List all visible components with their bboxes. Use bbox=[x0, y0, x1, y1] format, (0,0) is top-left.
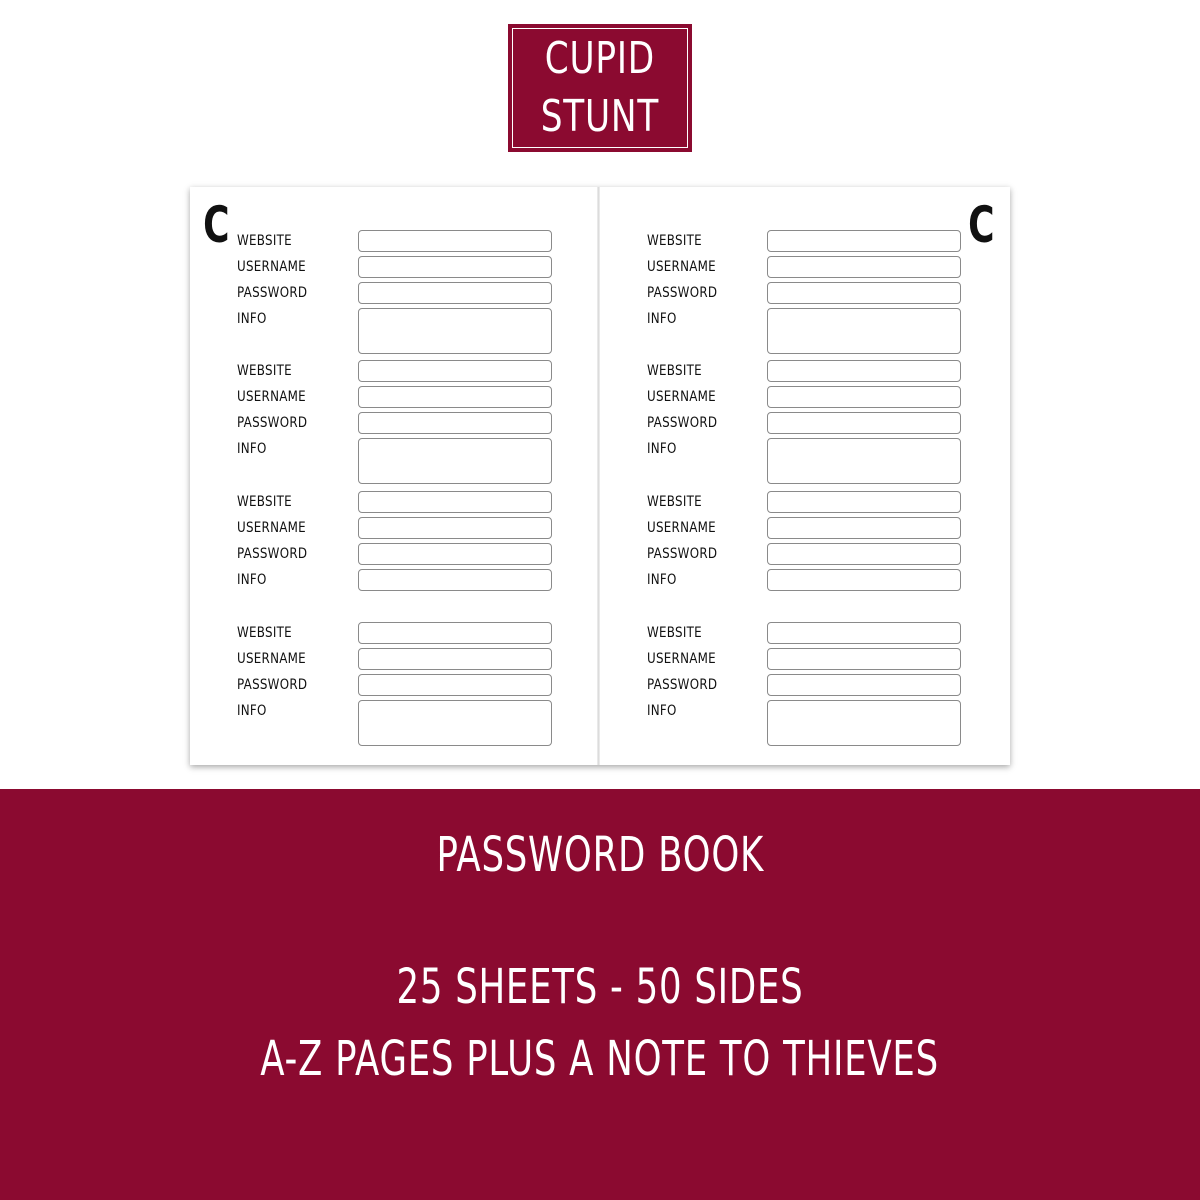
index-letter: C bbox=[968, 196, 995, 254]
brand-line-2: STUNT bbox=[540, 91, 660, 142]
field-label-info: INFO bbox=[647, 441, 677, 457]
field-label-password: PASSWORD bbox=[647, 677, 718, 693]
password-field-box bbox=[358, 674, 552, 696]
info-field-box bbox=[767, 700, 961, 746]
field-label-website: WEBSITE bbox=[647, 363, 702, 379]
brand-line-1: CUPID bbox=[544, 33, 656, 84]
password-book-spread bbox=[190, 187, 1010, 765]
field-label-password: PASSWORD bbox=[237, 677, 308, 693]
info-field-box bbox=[767, 308, 961, 354]
field-label-username: USERNAME bbox=[237, 389, 306, 405]
username-field-box bbox=[767, 256, 961, 278]
field-label-password: PASSWORD bbox=[647, 285, 718, 301]
field-label-username: USERNAME bbox=[237, 520, 306, 536]
info-field-box bbox=[358, 438, 552, 484]
field-label-username: USERNAME bbox=[237, 259, 306, 275]
field-label-username: USERNAME bbox=[237, 651, 306, 667]
website-field-box bbox=[358, 360, 552, 382]
field-label-website: WEBSITE bbox=[237, 625, 292, 641]
website-field-box bbox=[358, 622, 552, 644]
username-field-box bbox=[358, 386, 552, 408]
field-label-info: INFO bbox=[237, 311, 267, 327]
banner-line-2-text: A-Z PAGES PLUS A NOTE TO THIEVES bbox=[260, 1031, 940, 1087]
field-label-info: INFO bbox=[647, 572, 677, 588]
field-label-website: WEBSITE bbox=[647, 494, 702, 510]
brand-name bbox=[541, 30, 659, 146]
password-field-box bbox=[358, 412, 552, 434]
field-label-password: PASSWORD bbox=[647, 415, 718, 431]
info-field-box bbox=[358, 569, 552, 591]
website-field-box bbox=[767, 360, 961, 382]
field-label-website: WEBSITE bbox=[647, 233, 702, 249]
field-label-password: PASSWORD bbox=[237, 546, 308, 562]
username-field-box bbox=[767, 386, 961, 408]
info-banner bbox=[0, 789, 1200, 1200]
banner-line-1 bbox=[0, 959, 1200, 1015]
info-field-box bbox=[767, 438, 961, 484]
field-label-website: WEBSITE bbox=[237, 363, 292, 379]
field-label-website: WEBSITE bbox=[237, 494, 292, 510]
field-label-info: INFO bbox=[647, 703, 677, 719]
field-label-password: PASSWORD bbox=[647, 546, 718, 562]
field-label-password: PASSWORD bbox=[237, 415, 308, 431]
left-page bbox=[190, 187, 600, 765]
username-field-box bbox=[358, 648, 552, 670]
banner-title bbox=[0, 827, 1200, 883]
username-field-box bbox=[767, 648, 961, 670]
website-field-box bbox=[358, 491, 552, 513]
website-field-box bbox=[767, 622, 961, 644]
field-label-info: INFO bbox=[237, 703, 267, 719]
field-label-website: WEBSITE bbox=[237, 233, 292, 249]
website-field-box bbox=[767, 491, 961, 513]
password-field-box bbox=[767, 282, 961, 304]
field-label-username: USERNAME bbox=[647, 259, 716, 275]
banner-line-2 bbox=[0, 1031, 1200, 1087]
right-page bbox=[600, 187, 1010, 765]
username-field-box bbox=[358, 256, 552, 278]
password-field-box bbox=[767, 543, 961, 565]
password-field-box bbox=[358, 282, 552, 304]
field-label-info: INFO bbox=[647, 311, 677, 327]
brand-logo bbox=[508, 24, 692, 152]
info-field-box bbox=[358, 308, 552, 354]
username-field-box bbox=[767, 517, 961, 539]
index-letter: C bbox=[203, 196, 230, 254]
website-field-box bbox=[358, 230, 552, 252]
field-label-username: USERNAME bbox=[647, 389, 716, 405]
field-label-username: USERNAME bbox=[647, 651, 716, 667]
username-field-box bbox=[358, 517, 552, 539]
password-field-box bbox=[767, 412, 961, 434]
website-field-box bbox=[767, 230, 961, 252]
field-label-username: USERNAME bbox=[647, 520, 716, 536]
banner-title-text: PASSWORD BOOK bbox=[436, 827, 764, 883]
password-field-box bbox=[358, 543, 552, 565]
field-label-info: INFO bbox=[237, 441, 267, 457]
field-label-website: WEBSITE bbox=[647, 625, 702, 641]
banner-line-1-text: 25 SHEETS - 50 SIDES bbox=[396, 959, 804, 1015]
field-label-password: PASSWORD bbox=[237, 285, 308, 301]
password-field-box bbox=[767, 674, 961, 696]
info-field-box bbox=[358, 700, 552, 746]
info-field-box bbox=[767, 569, 961, 591]
field-label-info: INFO bbox=[237, 572, 267, 588]
